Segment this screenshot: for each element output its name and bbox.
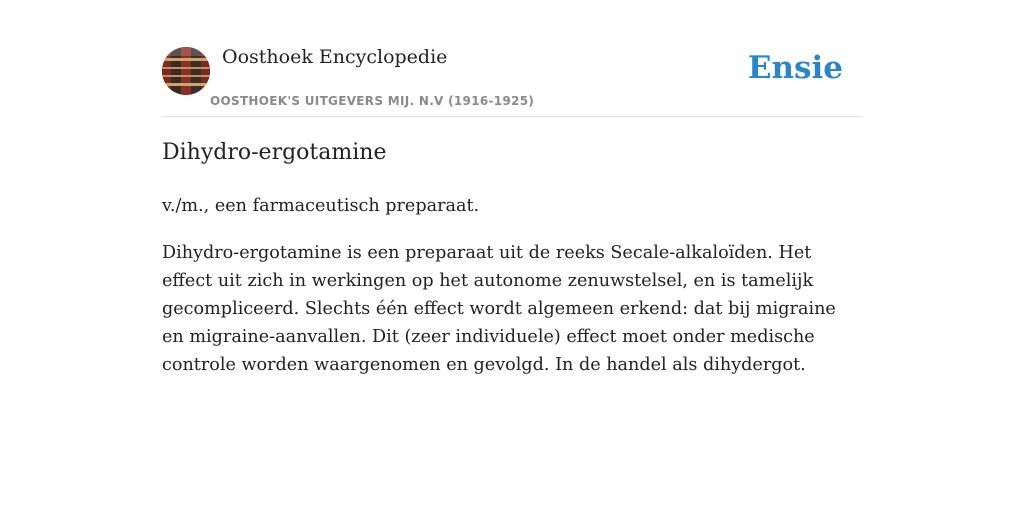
article-body: Dihydro-ergotamine is een preparaat uit de reeks Secale-alkaloïden. Het effect uit zich in werkingen op het autonome zenuwstelsel, en is tamelijk gecompliceerd. Slechts één effect wordt algemeen erkend: dat bij migraine en migraine-aanvallen. Dit (zeer individuele) effect moet onder medische controle worden waargenomen en gevolgd. In de handel als dihydergot. [162,243,836,375]
page-content [162,0,862,375]
article-title: Dihydro-ergotamine [162,140,387,165]
site-title[interactable]: Oosthoek Encyclopedie [222,46,448,68]
book-spines-icon [162,47,210,95]
article-definition: v./m., een farmaceutisch preparaat. [162,196,480,216]
encyclopedia-avatar[interactable] [162,47,210,95]
ensie-logo-link[interactable]: Ensie [747,50,843,86]
publisher-subtitle: OOSTHOEK'S UITGEVERS MIJ. N.V (1916-1925) [210,94,535,108]
site-header [162,0,862,117]
